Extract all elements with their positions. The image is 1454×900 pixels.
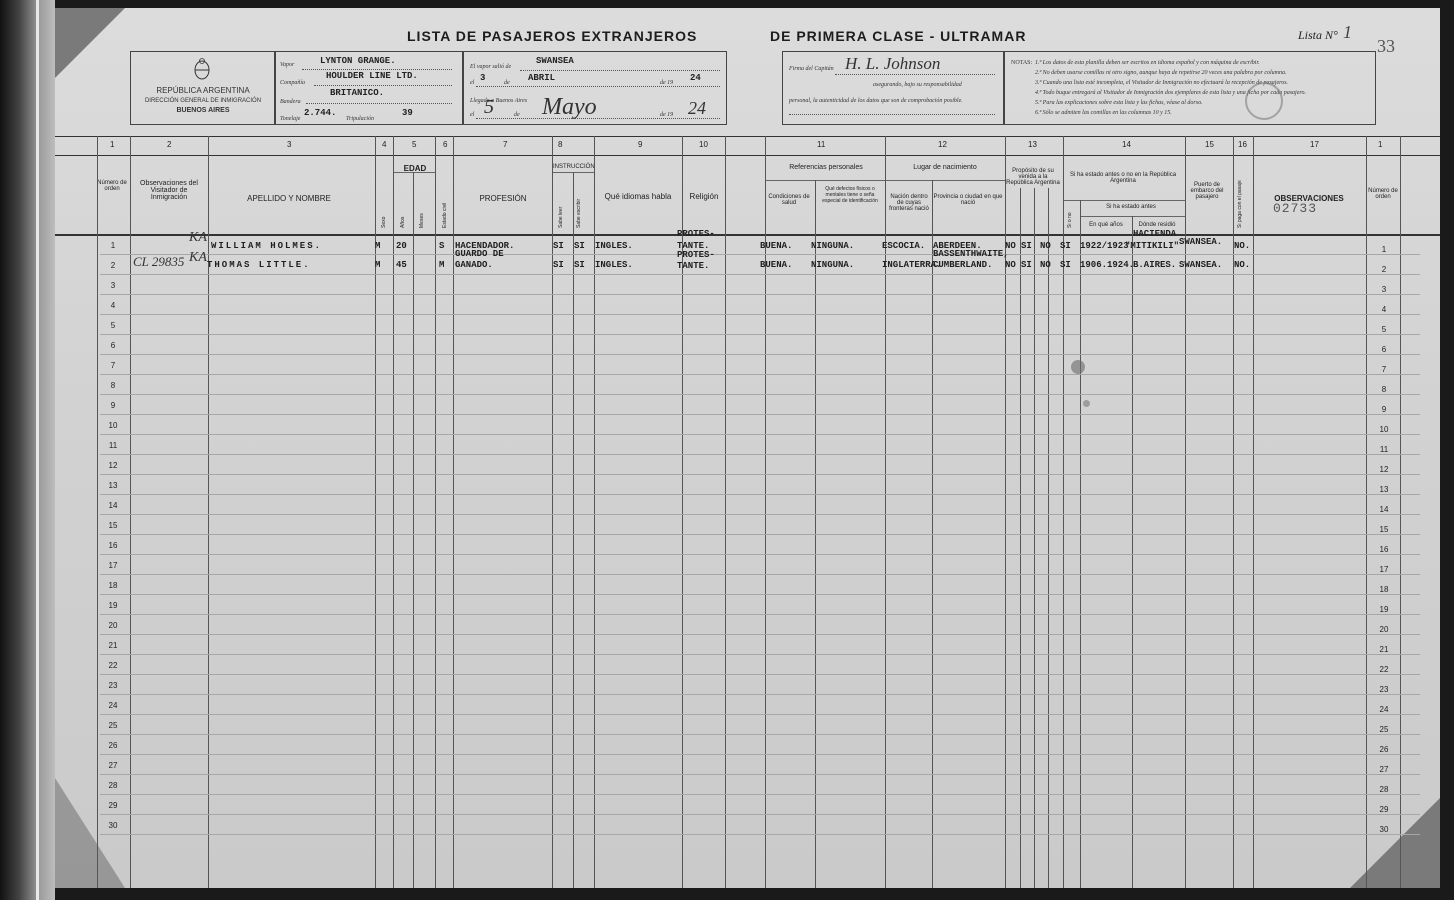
p1-leer: SI (553, 241, 564, 251)
p1-col16: NO. (1234, 241, 1251, 251)
observaciones-stamp: 02733 (1273, 201, 1318, 216)
p2-mark: KA (189, 250, 207, 265)
salio-label: El vapor salió de (470, 64, 512, 70)
row-line (100, 514, 1420, 515)
row-number: 23 (108, 681, 118, 690)
p1-residio: HACIENDA (1133, 229, 1177, 239)
row-line (100, 294, 1420, 295)
hdr-provincia: Provincia o ciudad en que nació (933, 194, 1003, 206)
notes-box (1004, 51, 1376, 125)
colnum-5: 5 (412, 140, 417, 149)
col-line (1020, 188, 1021, 888)
row-line (100, 794, 1420, 795)
bandera-line (306, 103, 452, 104)
row-number-right: 14 (1379, 505, 1389, 514)
p2-profesion2: GANADO. (455, 260, 493, 270)
row-number: 26 (108, 741, 118, 750)
round-stamp (1245, 82, 1283, 120)
row-number-right: 13 (1379, 485, 1389, 494)
title-left: LISTA DE PASAJEROS EXTRANJEROS (407, 28, 698, 44)
row-line (100, 534, 1420, 535)
row-line (100, 814, 1420, 815)
p1-nacion: ESCOCIA. (882, 241, 926, 251)
col-line (1185, 136, 1186, 888)
col-line (573, 172, 574, 888)
anio-value: 24 (690, 73, 701, 83)
captain-box (782, 51, 1004, 125)
row-number: 21 (108, 641, 118, 650)
hdr-observaciones: OBSERVACIONES (1274, 194, 1344, 203)
hdr-religion: Religión (689, 192, 719, 201)
row-number: 24 (108, 701, 118, 710)
dia-value: 3 (480, 73, 486, 83)
colnum-3: 3 (287, 140, 292, 149)
p1-provincia: ABERDEEN. (933, 241, 982, 251)
colnum-11: 11 (817, 140, 826, 149)
hdr-referencias: Referencias personales (789, 164, 863, 171)
row-number-right: 2 (1381, 265, 1387, 274)
hdr-estado-antes: Si ha estado antes o no en la República Argentina (1069, 172, 1177, 184)
row-number: 16 (108, 541, 118, 550)
col-line (1080, 200, 1081, 888)
note-6: 6.ª Sólo se admiten las comillas en las columnas 10 y 15. (1035, 110, 1172, 116)
row-line (100, 714, 1420, 715)
col-line (413, 172, 414, 888)
row-number-right: 21 (1379, 645, 1389, 654)
row-number: 27 (108, 761, 118, 770)
row-number-right: 27 (1379, 765, 1389, 774)
captain-line1: asegurando, bajo su responsabilidad (873, 82, 962, 88)
p2-sexo: M (375, 260, 381, 270)
row-number-right: 8 (1381, 385, 1387, 394)
hdr-numero-orden: Número de orden (97, 180, 127, 192)
corner-number-handwritten: 33 (1377, 36, 1395, 56)
tripulacion-label: Tripulación (346, 116, 375, 122)
colnum-8: 8 (558, 140, 563, 149)
spine-edge (36, 0, 39, 900)
row-number: 4 (110, 301, 116, 310)
p2-estado-civil: M (439, 260, 445, 270)
colnum-14: 14 (1122, 140, 1131, 149)
p1-anos: 20 (396, 241, 407, 251)
colnum-13: 13 (1028, 140, 1037, 149)
row-number-right: 3 (1381, 285, 1387, 294)
row-number-right: 11 (1379, 445, 1389, 454)
hdr-observaciones-visitador: Observaciones del Visitador de Inmigración (140, 180, 198, 201)
fecha-line (476, 86, 720, 87)
p1-profesion: HACENDADOR. (455, 241, 515, 251)
ink-spot-small (1083, 400, 1090, 407)
row-line (100, 274, 1420, 275)
row-number: 28 (108, 781, 118, 790)
p2-nacion: INGLATERRA. (882, 260, 942, 270)
hdr-sabe-leer: Sabe leer (558, 206, 564, 228)
row-number: 8 (110, 381, 116, 390)
p2-puerto: SWANSEA. (1179, 260, 1223, 270)
colnum-12: 12 (938, 140, 947, 149)
col-line (1132, 216, 1133, 888)
note-4: 4.ª Todo buque entregará al Visitador de Inmigración dos ejemplares de esta lista y una ficha por cada pasajero. (1035, 90, 1306, 96)
row-line (100, 454, 1420, 455)
coat-of-arms-icon (193, 58, 211, 80)
p1-salud: BUENA. (760, 241, 793, 251)
p2-provincia: BASSENTHWAITE, (933, 249, 1009, 259)
p1-sexo: M (375, 241, 381, 251)
row-number: 11 (108, 441, 118, 450)
colnum-2: 2 (167, 140, 172, 149)
row-number-right: 25 (1379, 725, 1389, 734)
row-number-right: 30 (1379, 825, 1389, 834)
col-line (1034, 188, 1035, 888)
colnum-9: 9 (638, 140, 643, 149)
p2-leer: SI (553, 260, 564, 270)
row-number: 25 (108, 721, 118, 730)
colnum-1: 1 (110, 140, 115, 149)
row-line (100, 494, 1420, 495)
row-line (100, 754, 1420, 755)
hdr-lugar-nacimiento: Lugar de nacimiento (913, 164, 977, 171)
row-number: 3 (110, 281, 116, 290)
hdr-estado-civil: Estado civil (442, 202, 448, 228)
de2-label: de (514, 112, 520, 118)
row-line (100, 774, 1420, 775)
colnum-16: 16 (1238, 140, 1247, 149)
row-line (100, 374, 1420, 375)
p1-defectos: NINGUNA. (811, 241, 855, 251)
row-number-right: 23 (1379, 685, 1389, 694)
p2-proposito-3: NO (1040, 260, 1051, 270)
col-line (1400, 136, 1401, 888)
p2-proposito-2: SI (1021, 260, 1032, 270)
tripulacion-value: 39 (402, 108, 413, 118)
corner-protector-bottom-right (1350, 798, 1440, 888)
hdr-donde-residio: Dónde residió (1138, 222, 1176, 228)
col-line (1048, 188, 1049, 888)
captain-line (789, 114, 995, 115)
row-number: 22 (108, 661, 118, 670)
p2-salud: BUENA. (760, 260, 793, 270)
hdr-idiomas: Qué idiomas habla (604, 192, 672, 201)
p2-religion2: TANTE. (677, 261, 710, 271)
el-label: el (470, 80, 475, 86)
p2-residio: B.AIRES. (1133, 260, 1177, 270)
ship-box (275, 51, 463, 125)
colnum-7: 7 (503, 140, 508, 149)
hdr-condiciones: Condiciones de salud (768, 194, 810, 206)
vapor-line (302, 69, 452, 70)
row-number: 13 (108, 481, 118, 490)
bandera-label: Bandera (280, 99, 301, 105)
corner-protector-top-left (55, 8, 125, 78)
compania-line (314, 85, 452, 86)
row-number: 7 (110, 361, 116, 370)
row-number-right: 24 (1379, 705, 1389, 714)
colnum-4: 4 (382, 140, 387, 149)
row-number: 1 (110, 241, 116, 250)
row-number-right: 6 (1381, 345, 1387, 354)
col-line (130, 136, 131, 888)
hdr-defectos: Qué defectos físicos o mentales tiene o seña especial de identificación (822, 186, 878, 204)
row-number-right: 16 (1379, 545, 1389, 554)
row-line (100, 674, 1420, 675)
p1-proposito-2: SI (1021, 241, 1032, 251)
row-number: 14 (108, 501, 118, 510)
p1-religion: PROTES- (677, 229, 715, 239)
hdr-profesion: PROFESIÓN (479, 194, 527, 203)
hdr-nacion: Nación dentro de cuyas fronteras nació (889, 194, 929, 212)
row-number: 15 (108, 521, 118, 530)
hdr-anos: Años (400, 216, 406, 228)
edad-subline (393, 172, 435, 173)
p1-escribir: SI (574, 241, 585, 251)
book-spine (0, 0, 55, 900)
p1-estado-civil: S (439, 241, 445, 251)
row-number-right: 15 (1379, 525, 1389, 534)
row-number-right: 10 (1379, 425, 1389, 434)
row-line (100, 434, 1420, 435)
p1-proposito-3: NO (1040, 241, 1051, 251)
compania-label: Compañía (280, 80, 306, 86)
captain-line2: personal, la autenticidad de los datos que son de comprobación posible. (789, 98, 963, 104)
de19b-label: de 19 (660, 112, 674, 118)
republic-line2: DIRECCIÓN GENERAL DE INMIGRACIÓN (144, 98, 262, 104)
p2-escribir: SI (574, 260, 585, 270)
p1-proposito-4: SI (1060, 241, 1071, 251)
row-number-right: 28 (1379, 785, 1389, 794)
de-label: de (504, 80, 510, 86)
republic-line3: BUENOS AIRES (176, 107, 230, 114)
row-number-right: 9 (1381, 405, 1387, 414)
vapor-value: LYNTON GRANGE. (320, 56, 396, 66)
colnum-10: 10 (699, 140, 708, 149)
row-number-right: 26 (1379, 745, 1389, 754)
col-line (393, 136, 394, 888)
p1-religion2: TANTE. (677, 241, 710, 251)
row-line (100, 574, 1420, 575)
lista-label: Lista N° (1298, 28, 1338, 42)
row-line (100, 614, 1420, 615)
hdr-si-ha-estado: Si ha estado antes (1106, 204, 1156, 210)
tonelaje-label: Tonelaje (280, 116, 301, 122)
p2-anios: 1906.1924. (1080, 260, 1135, 270)
p2-anos: 45 (396, 260, 407, 270)
row-line (100, 834, 1420, 835)
row-number: 19 (108, 601, 118, 610)
tonelaje-value: 2.744. (304, 108, 337, 118)
hdr-edad: EDAD (403, 164, 427, 173)
row-line (100, 594, 1420, 595)
p2-proposito-4: SI (1060, 260, 1071, 270)
col-line (1253, 136, 1254, 888)
compania-value: HOULDER LINE LTD. (326, 71, 418, 81)
p2-idiomas: INGLES. (595, 260, 633, 270)
row-line (100, 394, 1420, 395)
hdr-proposito: Propósito de su venida a la República Argentina (1006, 168, 1060, 186)
row-number: 10 (108, 421, 118, 430)
ledger-page (55, 8, 1440, 888)
col-line (97, 136, 98, 888)
p2-nombre: THOMAS LITTLE. (207, 260, 311, 270)
row-number: 2 (110, 261, 116, 270)
p1-idiomas: INGLES. (595, 241, 633, 251)
hdr-sexo: Sexo (381, 216, 387, 228)
row-line (100, 654, 1420, 655)
row-number: 5 (110, 321, 116, 330)
estado-subline (1063, 200, 1185, 201)
row-number-right: 29 (1379, 805, 1389, 814)
col-line (453, 136, 454, 888)
firma-line (835, 74, 995, 75)
row-number: 29 (108, 801, 118, 810)
republic-line1: REPÚBLICA ARGENTINA (156, 86, 250, 95)
p1-residio2: "MITIKILI" (1125, 241, 1180, 251)
captain-signature: H. L. Johnson (845, 54, 941, 73)
p2-proposito-1: NO (1005, 260, 1016, 270)
p2-provincia2: CUMBERLAND. (933, 260, 993, 270)
hdr-en-que-anos: En qué años (1089, 222, 1123, 228)
anio-llegada-value: 24 (688, 98, 706, 118)
row-number: 17 (108, 561, 118, 570)
colnum-1-right: 1 (1378, 140, 1383, 149)
row-line (100, 634, 1420, 635)
row-number-right: 5 (1381, 325, 1387, 334)
mes-llegada-value: Mayo (542, 94, 597, 120)
hdr-meses: Meses (419, 213, 425, 228)
col-line (725, 136, 726, 888)
row-line (100, 354, 1420, 355)
p2-religion: PROTES- (677, 250, 715, 260)
el2-label: el (470, 112, 475, 118)
dia-llegada-value: 5 (484, 96, 494, 118)
row-number-right: 12 (1379, 465, 1389, 474)
p1-proposito-1: NO (1005, 241, 1016, 251)
de19-label: de 19 (660, 80, 674, 86)
mes-value: ABRIL (528, 73, 556, 83)
hdr-puerto: Puerto de embarco del pasajero (1190, 182, 1224, 200)
note-2: 2.ª No deben usarse comillas ni otro signo, aunque haya de repetirse 20 veces una palabra por columna. (1035, 70, 1287, 76)
firma-label: Firma del Capitán (789, 66, 834, 72)
p2-visitador: CL 29835 (133, 254, 185, 269)
col-line (435, 136, 436, 888)
row-line (100, 254, 1420, 255)
row-line (100, 414, 1420, 415)
hdr-instruccion: INSTRUCCIÓN (553, 164, 595, 170)
notes-label: NOTAS: (1011, 60, 1033, 66)
row-number-right: 19 (1379, 605, 1389, 614)
bandera-value: BRITANICO. (330, 88, 385, 98)
p2-profesion: GUARDO DE (455, 249, 504, 259)
note-3: 3.ª Cuando una lista esté incompleta, el Visitador de Inmigración no efectuará la recepción de pasajeros. (1035, 80, 1289, 86)
row-line (100, 314, 1420, 315)
row-number-right: 20 (1379, 625, 1389, 634)
row-number: 20 (108, 621, 118, 630)
colnum-17: 17 (1310, 140, 1319, 149)
note-5: 5.ª Para las explicaciones sobre esta lista y las fichas, véase al dorso. (1035, 100, 1203, 106)
row-line (100, 694, 1420, 695)
row-line (100, 334, 1420, 335)
hdr-sabe-escribir: Sabe escribir (576, 198, 582, 228)
row-number: 6 (110, 341, 116, 350)
p1-puerto: SWANSEA. (1179, 237, 1223, 247)
voyage-box (463, 51, 727, 125)
row-number-right: 18 (1379, 585, 1389, 594)
p2-defectos: NINGUNA. (811, 260, 855, 270)
title-right: DE PRIMERA CLASE - ULTRAMAR (770, 28, 1027, 44)
row-number: 9 (110, 401, 116, 410)
hdr-si-no: Si o no (1067, 212, 1073, 228)
lista-number-handwritten: 1 (1343, 22, 1352, 42)
p2-col16: NO. (1234, 260, 1251, 270)
salio-line (520, 70, 720, 71)
llegado-label: Llegado a Buenos Aires (470, 98, 528, 104)
row-number-right: 1 (1381, 245, 1387, 254)
vapor-label: Vapor (280, 62, 295, 68)
col-line (1366, 136, 1367, 888)
p1-anios: 1922/1923. (1080, 241, 1135, 251)
col-line (208, 136, 209, 888)
colnum-15: 15 (1205, 140, 1214, 149)
row-number-right: 4 (1381, 305, 1387, 314)
row-line (100, 474, 1420, 475)
hdr-numero-orden-right: Número de orden (1368, 188, 1398, 200)
row-number-right: 7 (1381, 365, 1387, 374)
row-number-right: 22 (1379, 665, 1389, 674)
row-line (100, 554, 1420, 555)
p1-mark: KA (189, 230, 207, 245)
row-number: 18 (108, 581, 118, 590)
note-1: 1.ª Los datos de esta planilla deben ser escritos en idioma español y con máquina de escribir. (1035, 60, 1260, 66)
row-number: 30 (108, 821, 118, 830)
salio-value: SWANSEA (536, 56, 574, 66)
ink-spot (1071, 360, 1085, 374)
republic-box (130, 51, 275, 125)
row-line (100, 734, 1420, 735)
p1-nombre: WILLIAM HOLMES. (211, 241, 323, 251)
hdr-col16: Si paga con el pasaje (1237, 180, 1243, 228)
hdr-apellido: APELLIDO Y NOMBRE (247, 194, 331, 203)
colnum-6: 6 (443, 140, 448, 149)
row-number-right: 17 (1379, 565, 1389, 574)
llegada-line (476, 118, 720, 119)
row-number: 12 (108, 461, 118, 470)
